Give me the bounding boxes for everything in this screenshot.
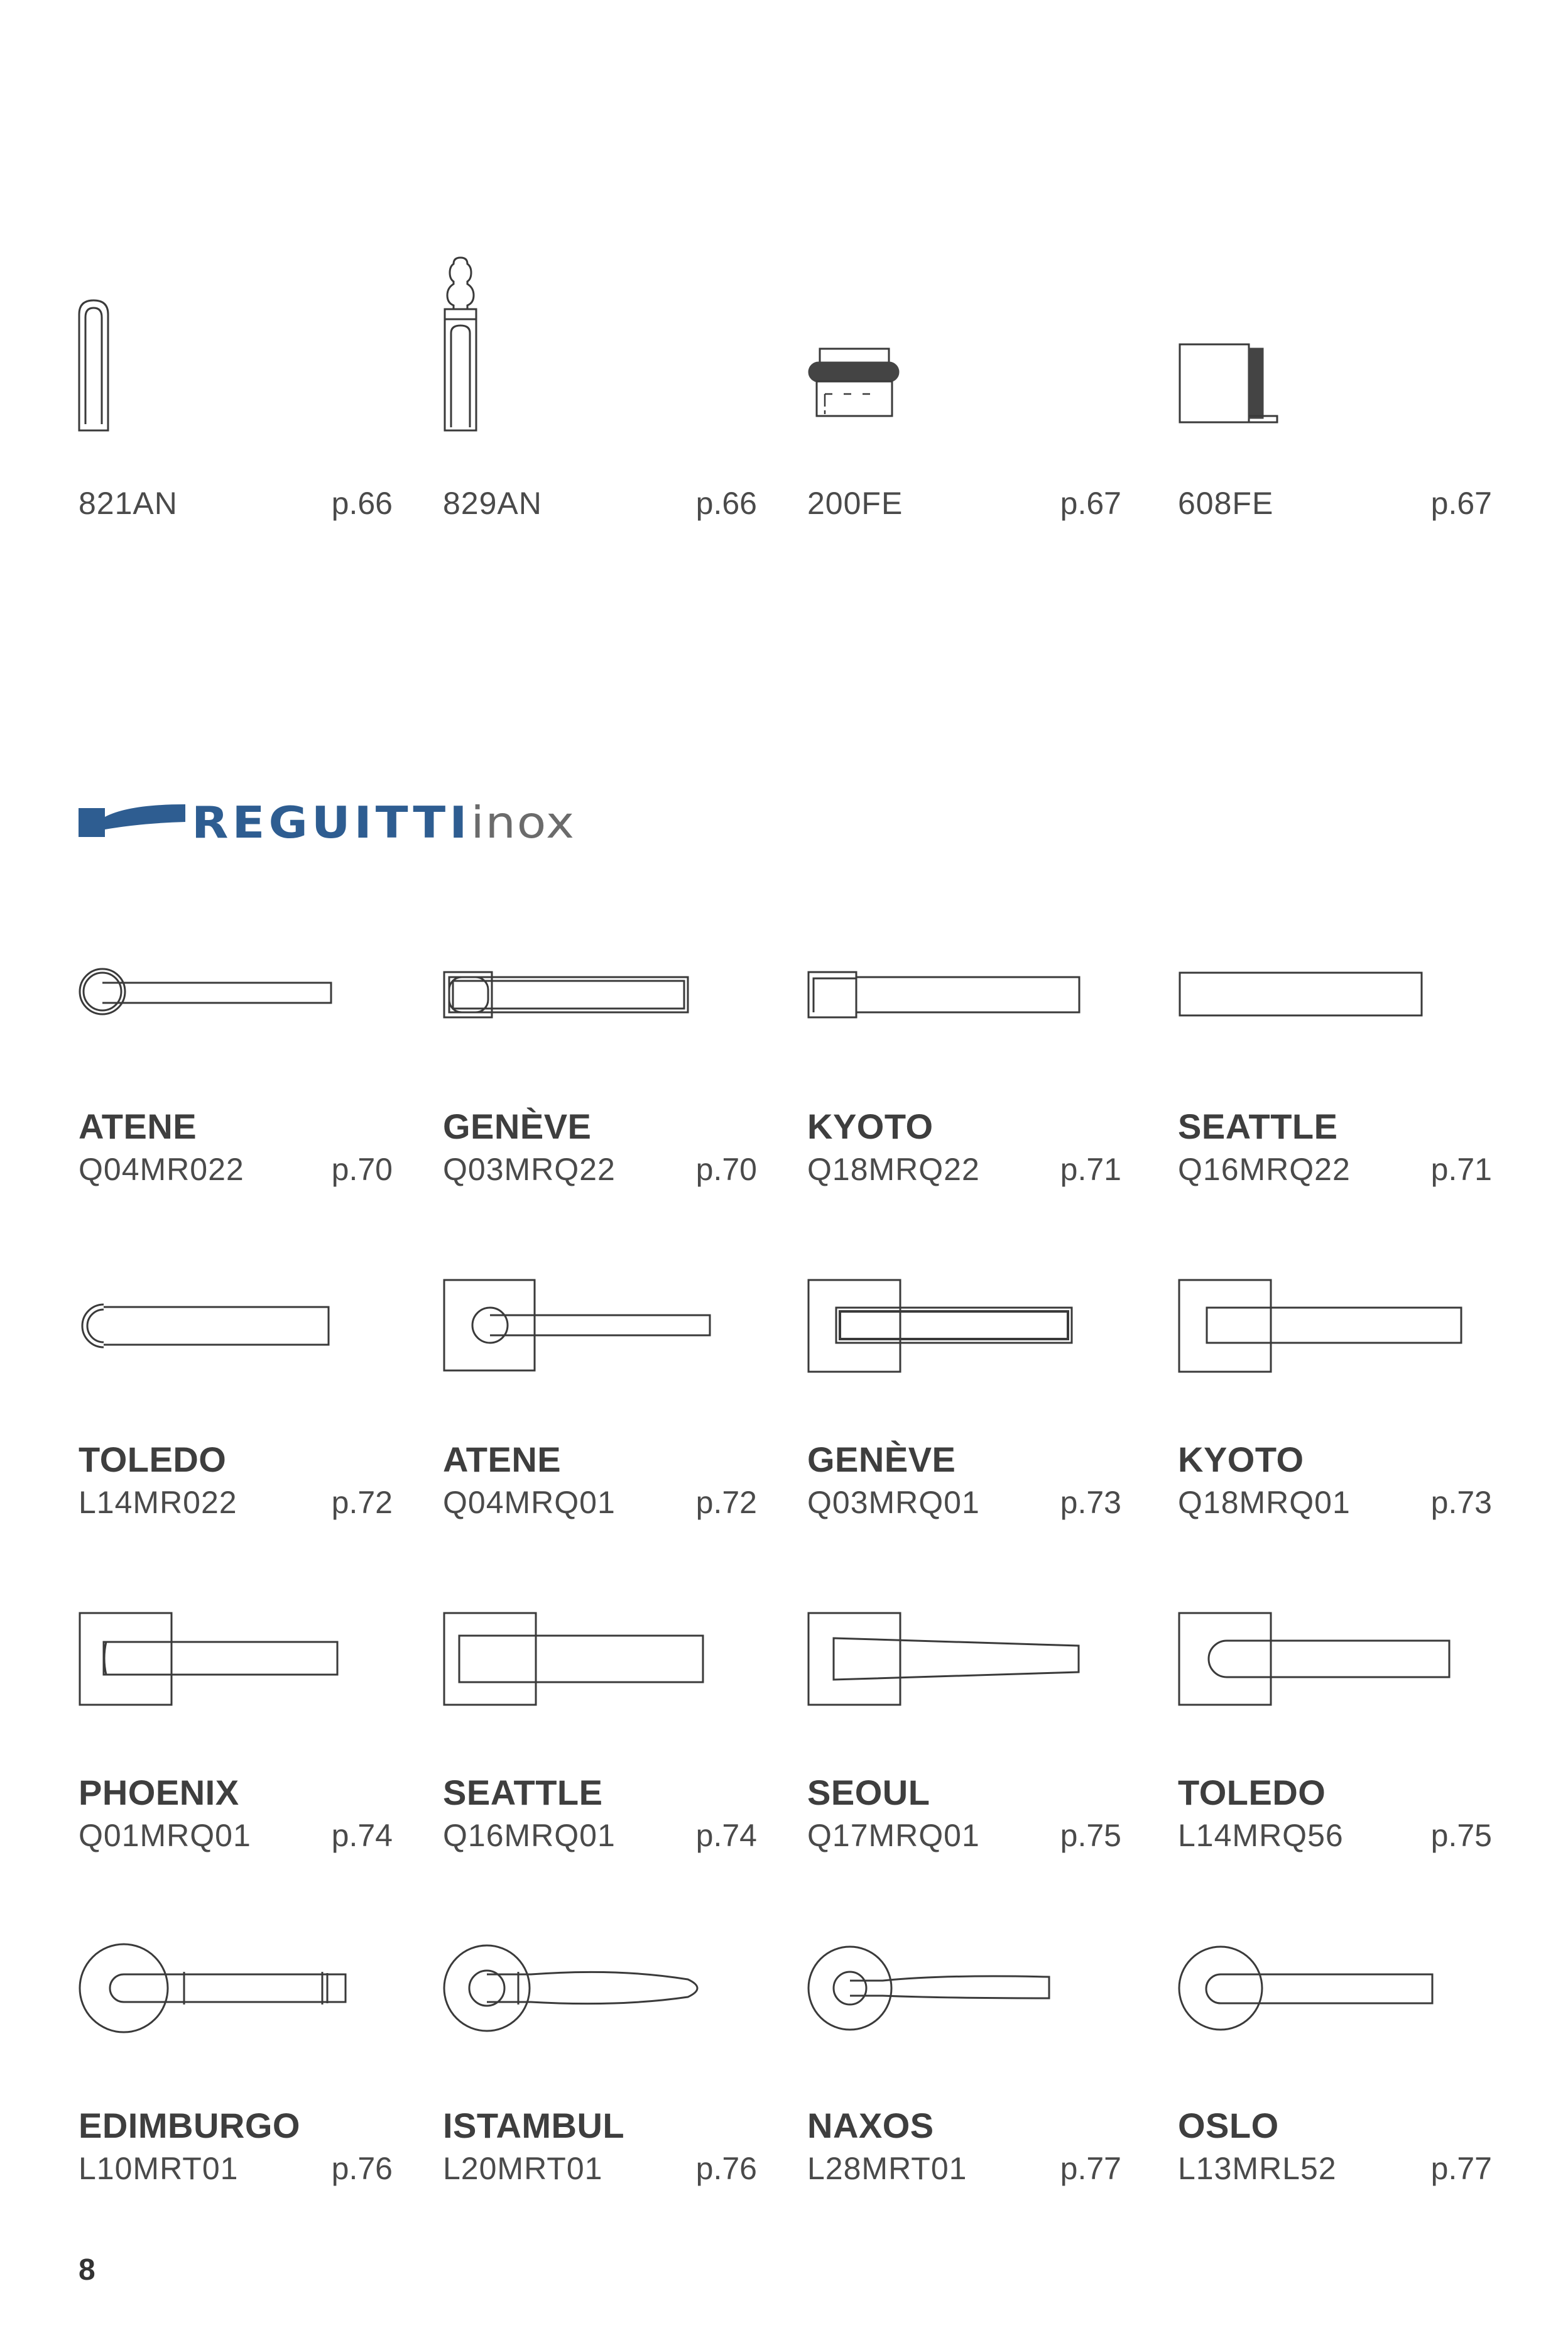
product-name: GENÈVE bbox=[443, 1107, 592, 1146]
lever-square-rose-icon bbox=[443, 1612, 707, 1706]
product-name: ATENE bbox=[443, 1440, 562, 1479]
product-name: ISTAMBUL bbox=[443, 2106, 625, 2145]
product-name: KYOTO bbox=[1178, 1440, 1304, 1479]
product-code: L13MRL52 bbox=[1178, 2151, 1337, 2186]
page-ref: p.76 bbox=[331, 2151, 393, 2186]
product-name: SEATTLE bbox=[443, 1773, 603, 1812]
product-code: 200FE bbox=[807, 486, 903, 521]
product-code: Q03MRQ01 bbox=[807, 1485, 980, 1520]
page-ref: p.72 bbox=[331, 1485, 393, 1520]
lever-square-rose-icon bbox=[79, 1612, 342, 1706]
lever-round-rose-icon bbox=[443, 1942, 707, 2036]
product-code: Q18MRQ01 bbox=[1178, 1485, 1351, 1520]
lever-square-rose-icon bbox=[807, 1612, 1084, 1706]
lever-round-rose-icon bbox=[79, 1301, 336, 1351]
product-code: Q03MRQ22 bbox=[443, 1152, 616, 1187]
product-code: 829AN bbox=[443, 486, 542, 521]
page-ref: p.77 bbox=[1060, 2151, 1121, 2186]
product-name: OSLO bbox=[1178, 2106, 1279, 2145]
product-code: Q04MRQ01 bbox=[443, 1485, 616, 1520]
lever-round-rose-icon bbox=[1178, 1942, 1442, 2036]
lever-bar-icon bbox=[1178, 971, 1423, 1021]
product-code: 608FE bbox=[1178, 486, 1274, 521]
page-ref: p.77 bbox=[1430, 2151, 1492, 2186]
lever-round-rose-icon bbox=[79, 968, 336, 1018]
page-ref: p.67 bbox=[1060, 486, 1121, 521]
page-ref: p.75 bbox=[1430, 1818, 1492, 1853]
page-ref: p.71 bbox=[1430, 1152, 1492, 1187]
page-ref: p.73 bbox=[1430, 1485, 1492, 1520]
product-name: SEATTLE bbox=[1178, 1107, 1338, 1146]
product-name: EDIMBURGO bbox=[79, 2106, 300, 2145]
product-code: Q16MRQ01 bbox=[443, 1818, 616, 1853]
lever-square-rose-icon bbox=[1178, 1612, 1454, 1706]
product-name: TOLEDO bbox=[79, 1440, 227, 1479]
product-name: SEOUL bbox=[807, 1773, 930, 1812]
lever-round-rose-icon bbox=[807, 1942, 1059, 2036]
product-name: ATENE bbox=[79, 1107, 197, 1146]
brand-name: REGUITTI bbox=[192, 796, 471, 848]
page-ref: p.74 bbox=[331, 1818, 393, 1853]
page-ref: p.75 bbox=[1060, 1818, 1121, 1853]
tall-handle-icon bbox=[75, 295, 119, 434]
lever-square-rose-icon bbox=[807, 1279, 1077, 1373]
page-ref: p.73 bbox=[1060, 1485, 1121, 1520]
product-code: L28MRT01 bbox=[807, 2151, 967, 2186]
product-name: TOLEDO bbox=[1178, 1773, 1326, 1812]
product-code: Q04MR022 bbox=[79, 1152, 244, 1187]
page-ref: p.70 bbox=[331, 1152, 393, 1187]
lever-square-flat-icon bbox=[807, 971, 1084, 1021]
lever-round-rose-icon bbox=[79, 1942, 355, 2036]
product-name: GENÈVE bbox=[807, 1440, 956, 1479]
product-code: Q01MRQ01 bbox=[79, 1818, 251, 1853]
product-name: NAXOS bbox=[807, 2106, 934, 2145]
door-stop-icon bbox=[807, 342, 901, 424]
lever-square-rose-icon bbox=[1178, 1279, 1467, 1373]
brand-suffix: inox bbox=[471, 796, 575, 848]
product-code: Q16MRQ22 bbox=[1178, 1152, 1351, 1187]
product-code: L20MRT01 bbox=[443, 2151, 603, 2186]
page-ref: p.72 bbox=[695, 1485, 757, 1520]
page-ref: p.70 bbox=[695, 1152, 757, 1187]
page-ref: p.66 bbox=[695, 486, 757, 521]
page-ref: p.76 bbox=[695, 2151, 757, 2186]
page-ref: p.67 bbox=[1430, 486, 1492, 521]
page-ref: p.74 bbox=[695, 1818, 757, 1853]
product-name: PHOENIX bbox=[79, 1773, 239, 1812]
product-code: L14MRQ56 bbox=[1178, 1818, 1344, 1853]
lever-square-flat-icon bbox=[443, 971, 685, 1021]
product-code: 821AN bbox=[79, 486, 178, 521]
wall-stop-icon bbox=[1178, 342, 1285, 424]
product-name: KYOTO bbox=[807, 1107, 934, 1146]
page-ref: p.66 bbox=[331, 486, 393, 521]
product-code: L14MR022 bbox=[79, 1485, 237, 1520]
finial-handle-icon bbox=[440, 258, 484, 434]
lever-square-rose-icon bbox=[443, 1279, 713, 1373]
product-code: Q17MRQ01 bbox=[807, 1818, 980, 1853]
page-number: 8 bbox=[79, 2253, 95, 2287]
page-ref: p.71 bbox=[1060, 1152, 1121, 1187]
product-code: L10MRT01 bbox=[79, 2151, 239, 2186]
product-code: Q18MRQ22 bbox=[807, 1152, 980, 1187]
